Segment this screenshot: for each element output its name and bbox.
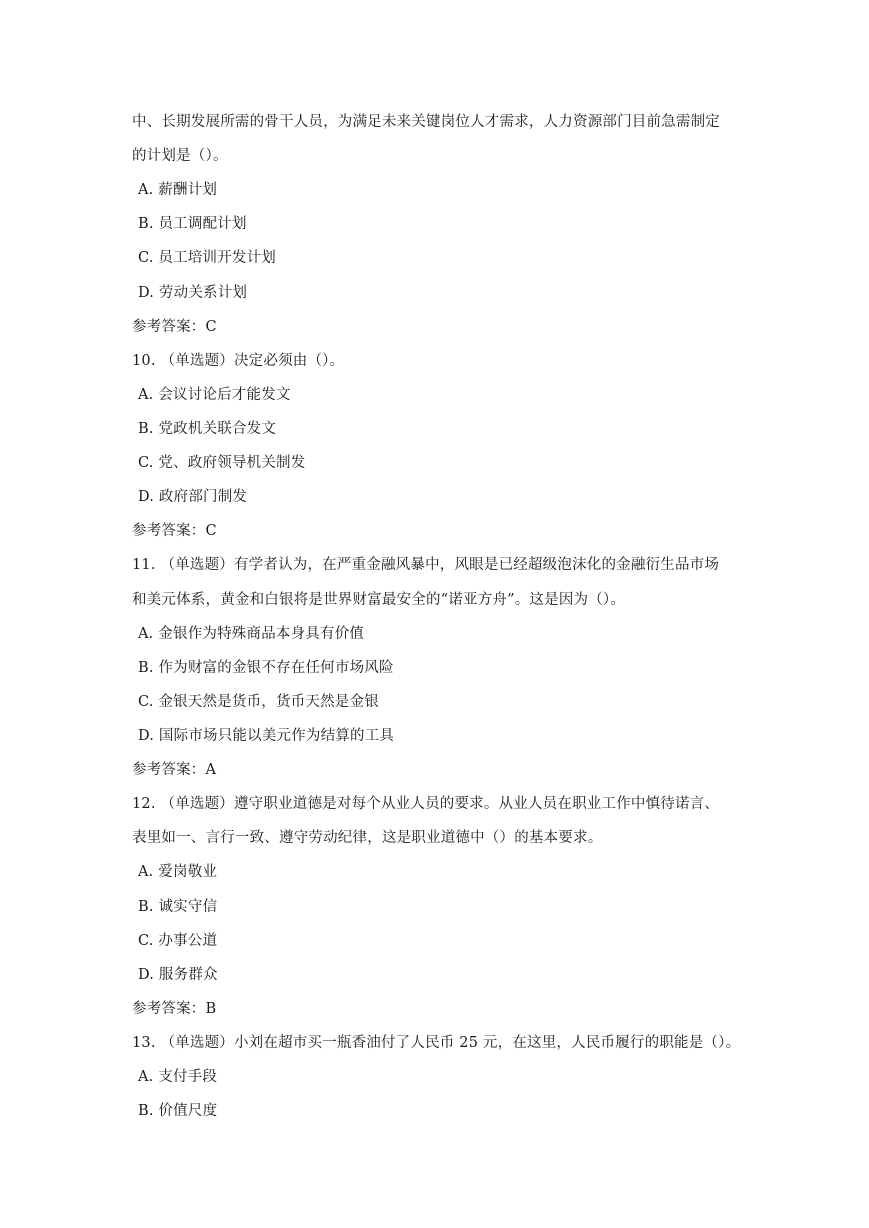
option-c: C. 金银天然是货币，货币天然是金银 bbox=[138, 694, 379, 710]
answer-line: 参考答案：C bbox=[132, 319, 217, 335]
question-text: 12. （单选题）遵守职业道德是对每个从业人员的要求。从业人员在职业工作中慎待诺言、 bbox=[132, 796, 720, 812]
question-text: 10. （单选题）决定必须由（）。 bbox=[132, 353, 345, 369]
question-text: 13. （单选题）小刘在超市买一瓶香油付了人民币 25 元，在这里，人民币履行的职能是（）。 bbox=[132, 1035, 741, 1051]
question-text: 11. （单选题）有学者认为，在严重金融风暴中，风眼是已经超级泡沫化的金融衍生品市场 bbox=[132, 557, 720, 573]
option-a: A. 金银作为特殊商品本身具有价值 bbox=[138, 626, 365, 642]
option-c: C. 员工培训开发计划 bbox=[138, 250, 276, 266]
question-text: 和美元体系，黄金和白银将是世界财富最安全的“诺亚方舟”。这是因为（）。 bbox=[132, 592, 626, 608]
answer-line: 参考答案：C bbox=[132, 523, 217, 539]
option-d: D. 服务群众 bbox=[138, 967, 218, 983]
option-c: C. 党、政府领导机关制发 bbox=[138, 455, 306, 471]
option-a: A. 支付手段 bbox=[138, 1069, 218, 1085]
option-a: A. 会议讨论后才能发文 bbox=[138, 387, 291, 403]
option-d: D. 政府部门制发 bbox=[138, 489, 248, 505]
answer-line: 参考答案：A bbox=[132, 762, 217, 778]
option-b: B. 党政机关联合发文 bbox=[138, 421, 277, 437]
option-b: B. 价值尺度 bbox=[138, 1103, 218, 1119]
option-b: B. 作为财富的金银不存在任何市场风险 bbox=[138, 660, 394, 676]
option-c: C. 办事公道 bbox=[138, 933, 218, 949]
answer-line: 参考答案：B bbox=[132, 1001, 217, 1017]
question-text: 中、长期发展所需的骨干人员，为满足未来关键岗位人才需求，人力资源部门目前急需制定 bbox=[132, 114, 720, 130]
question-text: 的计划是（）。 bbox=[132, 148, 228, 164]
option-d: D. 劳动关系计划 bbox=[138, 285, 248, 301]
option-a: A. 薪酬计划 bbox=[138, 182, 218, 198]
option-b: B. 诚实守信 bbox=[138, 899, 218, 915]
option-d: D. 国际市场只能以美元作为结算的工具 bbox=[138, 728, 395, 744]
option-a: A. 爱岗敬业 bbox=[138, 864, 218, 880]
question-text: 表里如一、言行一致、遵守劳动纪律，这是职业道德中（）的基本要求。 bbox=[132, 830, 603, 846]
option-b: B. 员工调配计划 bbox=[138, 216, 247, 232]
